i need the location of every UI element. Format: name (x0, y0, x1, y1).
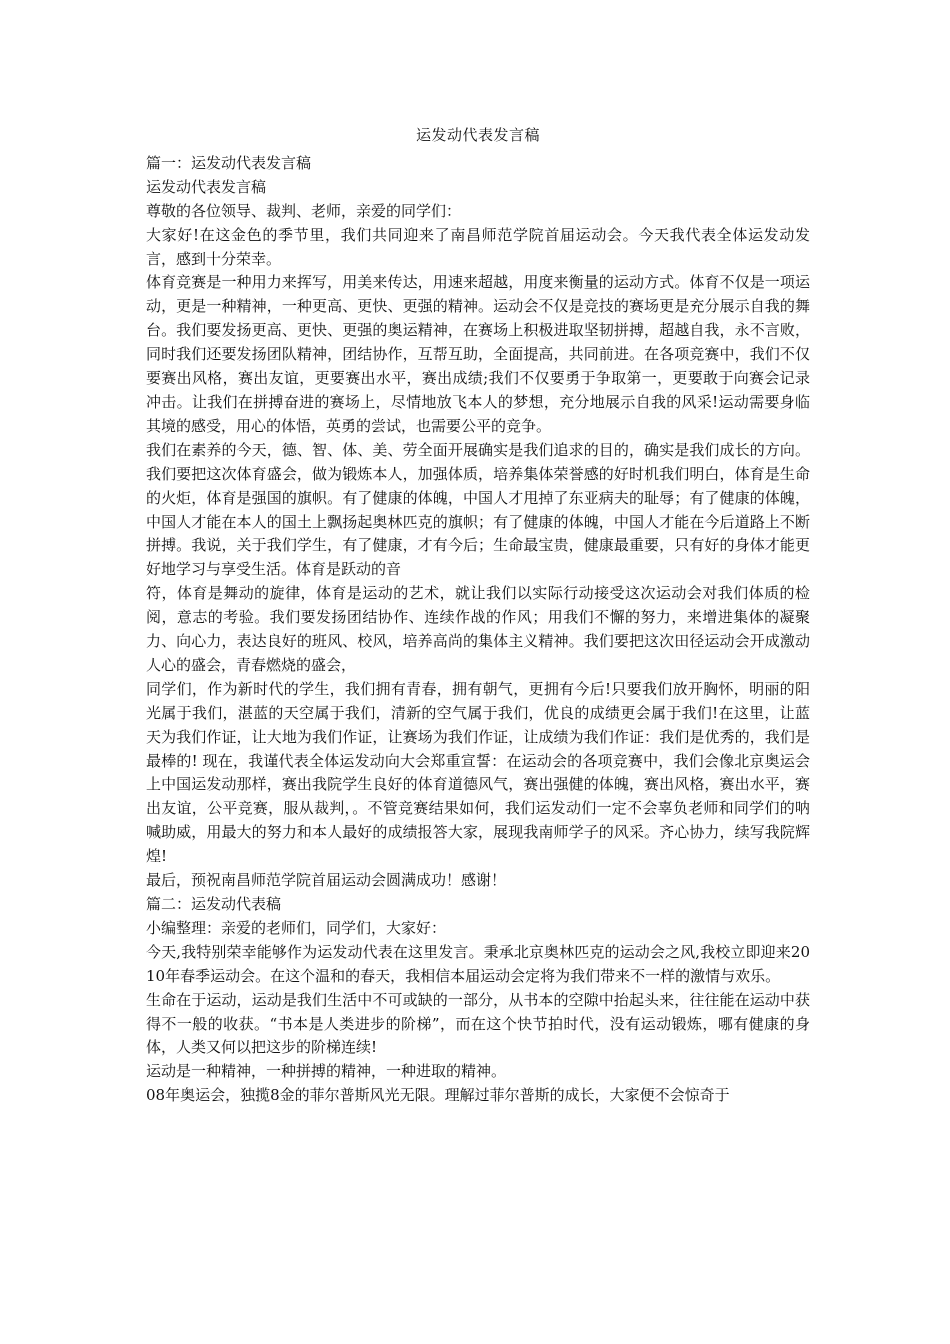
paragraph: 我们在素养的今天，德、智、体、美、劳全面开展确实是我们追求的目的，确实是我们成长的方向。我们要把这次体育盛会，做为锻炼本人，加强体质，培养集体荣誉感的好时机我们明白，体育是生命的火炬，体育是强国的旗帜。有了健康的体魄，中国人才甩掉了东亚病夫的耻辱；有了健康的体魄，中国人才能在本人的国土上飘扬起奥林匹克的旗帜；有了健康的体魄，中国人才能在今后道路上不断拼搏。我说，关于我们学生，有了健康，才有今后；生命最宝贵，健康最重要，只有好的身体才能更好地学习与享受生活。体育是跃动的音 (146, 440, 810, 579)
paragraph: 体育竞赛是一种用力来挥写，用美来传达，用速来超越，用度来衡量的运动方式。体育不仅是一项运动，更是一种精神，一种更高、更快、更强的精神。运动会不仅是竞技的赛场更是充分展示自我的舞台。我们要发扬更高、更快、更强的奥运精神，在赛场上积极进取坚韧拼搏，超越自我，永不言败，同时我们还要发扬团队精神，团结协作，互帮互助，全面提高，共同前进。在各项竞赛中，我们不仅要赛出风格，赛出友谊，更要赛出水平，赛出成绩;我们不仅要勇于争取第一，更要敢于向赛会记录冲击。让我们在拼搏奋进的赛场上，尽情地放飞本人的梦想，充分地展示自我的风采!运动需要身临其境的感受，用心的体悟，英勇的尝试，也需要公平的竞争。 (146, 273, 810, 435)
closing-paragraph: 最后，预祝南昌师范学院首届运动会圆满成功！感谢！ (146, 871, 507, 890)
paragraph: 今天,我特别荣幸能够作为运发动代表在这里发言。秉承北京奥林匹克的运动会之风,我校立即迎来2010年春季运动会。在这个温和的春天，我相信本届运动会定将为我们带来不一样的激情与欢乐。 (146, 942, 810, 985)
section-heading-1: 篇一：运发动代表发言稿 (146, 153, 312, 172)
paragraph: 运动是一种精神，一种拼搏的精神，一种进取的精神。 (146, 1062, 507, 1081)
paragraph: 生命在于运动，运动是我们生活中不可或缺的一部分，从书本的空隙中抬起头来，往往能在运动中获得不一般的收获。“书本是人类进步的阶梯”，而在这个快节拍时代，没有运动锻炼，哪有健康的身体，人类又何以把这步的阶梯连续! (146, 990, 810, 1057)
salutation: 尊敬的各位领导、裁判、老师，亲爱的同学们： (146, 201, 462, 220)
paragraph: 同学们，作为新时代的学生，我们拥有青春，拥有朝气，更拥有今后!只要我们放开胸怀，明丽的阳光属于我们，湛蓝的天空属于我们，清新的空气属于我们，优良的成绩更会属于我们!在这里，让蓝天为我们作证，让大地为我们作证，让赛场为我们作证，让成绩为我们作证：我们是优秀的，我们是最棒的! 现在，我谨代表全体运发动向大会郑重宣誓：在运动会的各项竞赛中，我们会像北京奥运会上中国运发动那样，赛出我院学生良好的体育道德风气，赛出强健的体魄，赛出风格，赛出水平，赛出友谊，公平竞赛，服从裁判，。不管竞赛结果如何，我们运发动们一定不会辜负老师和同学们的呐喊助威，用最大的努力和本人最好的成绩报答大家，展现我南师学子的风采。齐心协力，续写我院辉煌! (146, 679, 810, 866)
document-body (146, 124, 810, 1108)
paragraph: 08年奥运会，独揽8金的菲尔普斯风光无限。理解过菲尔普斯的成长，大家便不会惊奇于 (146, 1086, 730, 1105)
section-heading-2: 篇二：运发动代表稿 (146, 895, 282, 913)
document-title: 运发动代表发言稿 (415, 126, 540, 144)
paragraph: 大家好!在这金色的季节里，我们共同迎来了南昌师范学院首届运动会。今天我代表全体运发动发言，感到十分荣幸。 (146, 225, 810, 268)
salutation: 小编整理：亲爱的老师们，同学们，大家好： (146, 918, 447, 937)
paragraph: 符，体育是舞动的旋律，体育是运动的艺术，就让我们以实际行动接受这次运动会对我们体质的检阅，意志的考验。我们要发扬团结协作、连续作战的作风；用我们不懈的努力，来增进集体的凝聚力、向心力，表达良好的班风、校风，培养高尚的集体主义精神。我们要把这次田径运动会开成激动人心的盛会，青春燃烧的盛会， (146, 584, 810, 674)
subtitle: 运发动代表发言稿 (146, 177, 267, 196)
